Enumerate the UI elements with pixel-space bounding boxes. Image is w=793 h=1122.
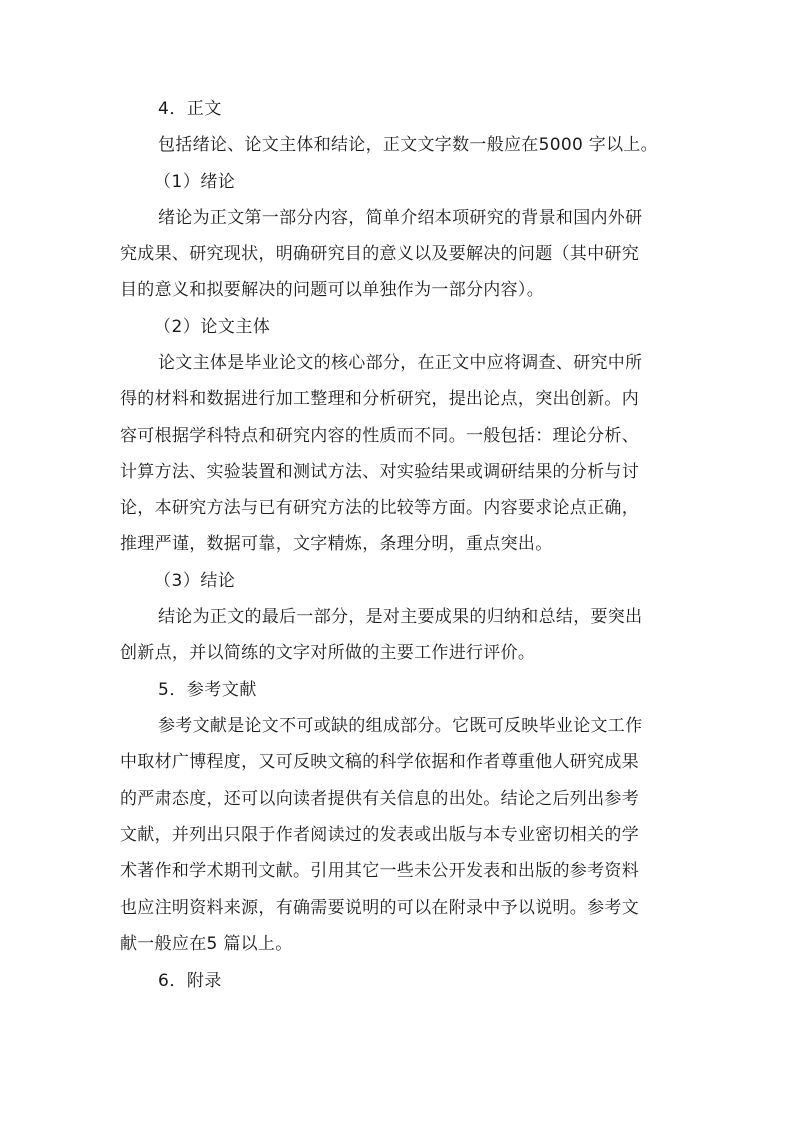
paragraph-line: 论文主体是毕业论文的核心部分，在正文中应将调查、研究中所 (158, 353, 643, 373)
section-heading-references: 5．参考文献 (158, 680, 257, 700)
paragraph-line: 论，本研究方法与已有研究方法的比较等方面。内容要求论点正确， (120, 498, 639, 518)
paragraph-line: 献一般应在5 篇以上。 (120, 934, 293, 954)
paragraph-line: 中取材广博程度，又可反映文稿的科学依据和作者尊重他人研究成果 (120, 752, 639, 772)
paragraph-line: 参考文献是论文不可或缺的组成部分。它既可反映毕业论文工作 (158, 716, 643, 736)
paragraph-line: 的严肃态度，还可以向读者提供有关信息的出处。结论之后列出参考 (120, 789, 639, 809)
paragraph-line: 也应注明资料来源，有确需要说明的可以在附录中予以说明。参考文 (120, 898, 639, 918)
subsection-heading-introduction: （1）绪论 (154, 172, 236, 192)
paragraph-line: 容可根据学科特点和研究内容的性质而不同。一般包括：理论分析、 (120, 426, 639, 446)
paragraph-line: 得的材料和数据进行加工整理和分析研究，提出论点，突出创新。内 (120, 389, 639, 409)
paragraph-line: 创新点，并以简练的文字对所做的主要工作进行评价。 (120, 643, 536, 663)
subsection-heading-main-body: （2）论文主体 (154, 317, 271, 337)
paragraph-line: 结论为正文的最后一部分，是对主要成果的归纳和总结，要突出 (158, 607, 643, 627)
paragraph-line: 绪论为正文第一部分内容，简单介绍本项研究的背景和国内外研 (158, 208, 643, 228)
section-heading-appendix: 6．附录 (158, 971, 222, 991)
paragraph-line: 究成果、研究现状，明确研究目的意义以及要解决的问题（其中研究 (120, 244, 639, 264)
paragraph-line: 包括绪论、论文主体和结论，正文文字数一般应在5000 字以上。 (158, 135, 658, 155)
paragraph-line: 推理严谨，数据可靠，文字精炼，条理分明，重点突出。 (120, 534, 553, 554)
paragraph-line: 目的意义和拟要解决的问题可以单独作为一部分内容）。 (120, 280, 544, 300)
subsection-heading-conclusion: （3）结论 (154, 571, 236, 591)
paragraph-line: 计算方法、实验装置和测试方法、对实验结果或调研结果的分析与讨 (120, 462, 639, 482)
paragraph-line: 文献，并列出只限于作者阅读过的发表或出版与本专业密切相关的学 (120, 825, 639, 845)
section-heading-body: 4．正文 (158, 99, 222, 119)
paragraph-line: 术著作和学术期刊文献。引用其它一些未公开发表和出版的参考资料 (120, 861, 639, 881)
